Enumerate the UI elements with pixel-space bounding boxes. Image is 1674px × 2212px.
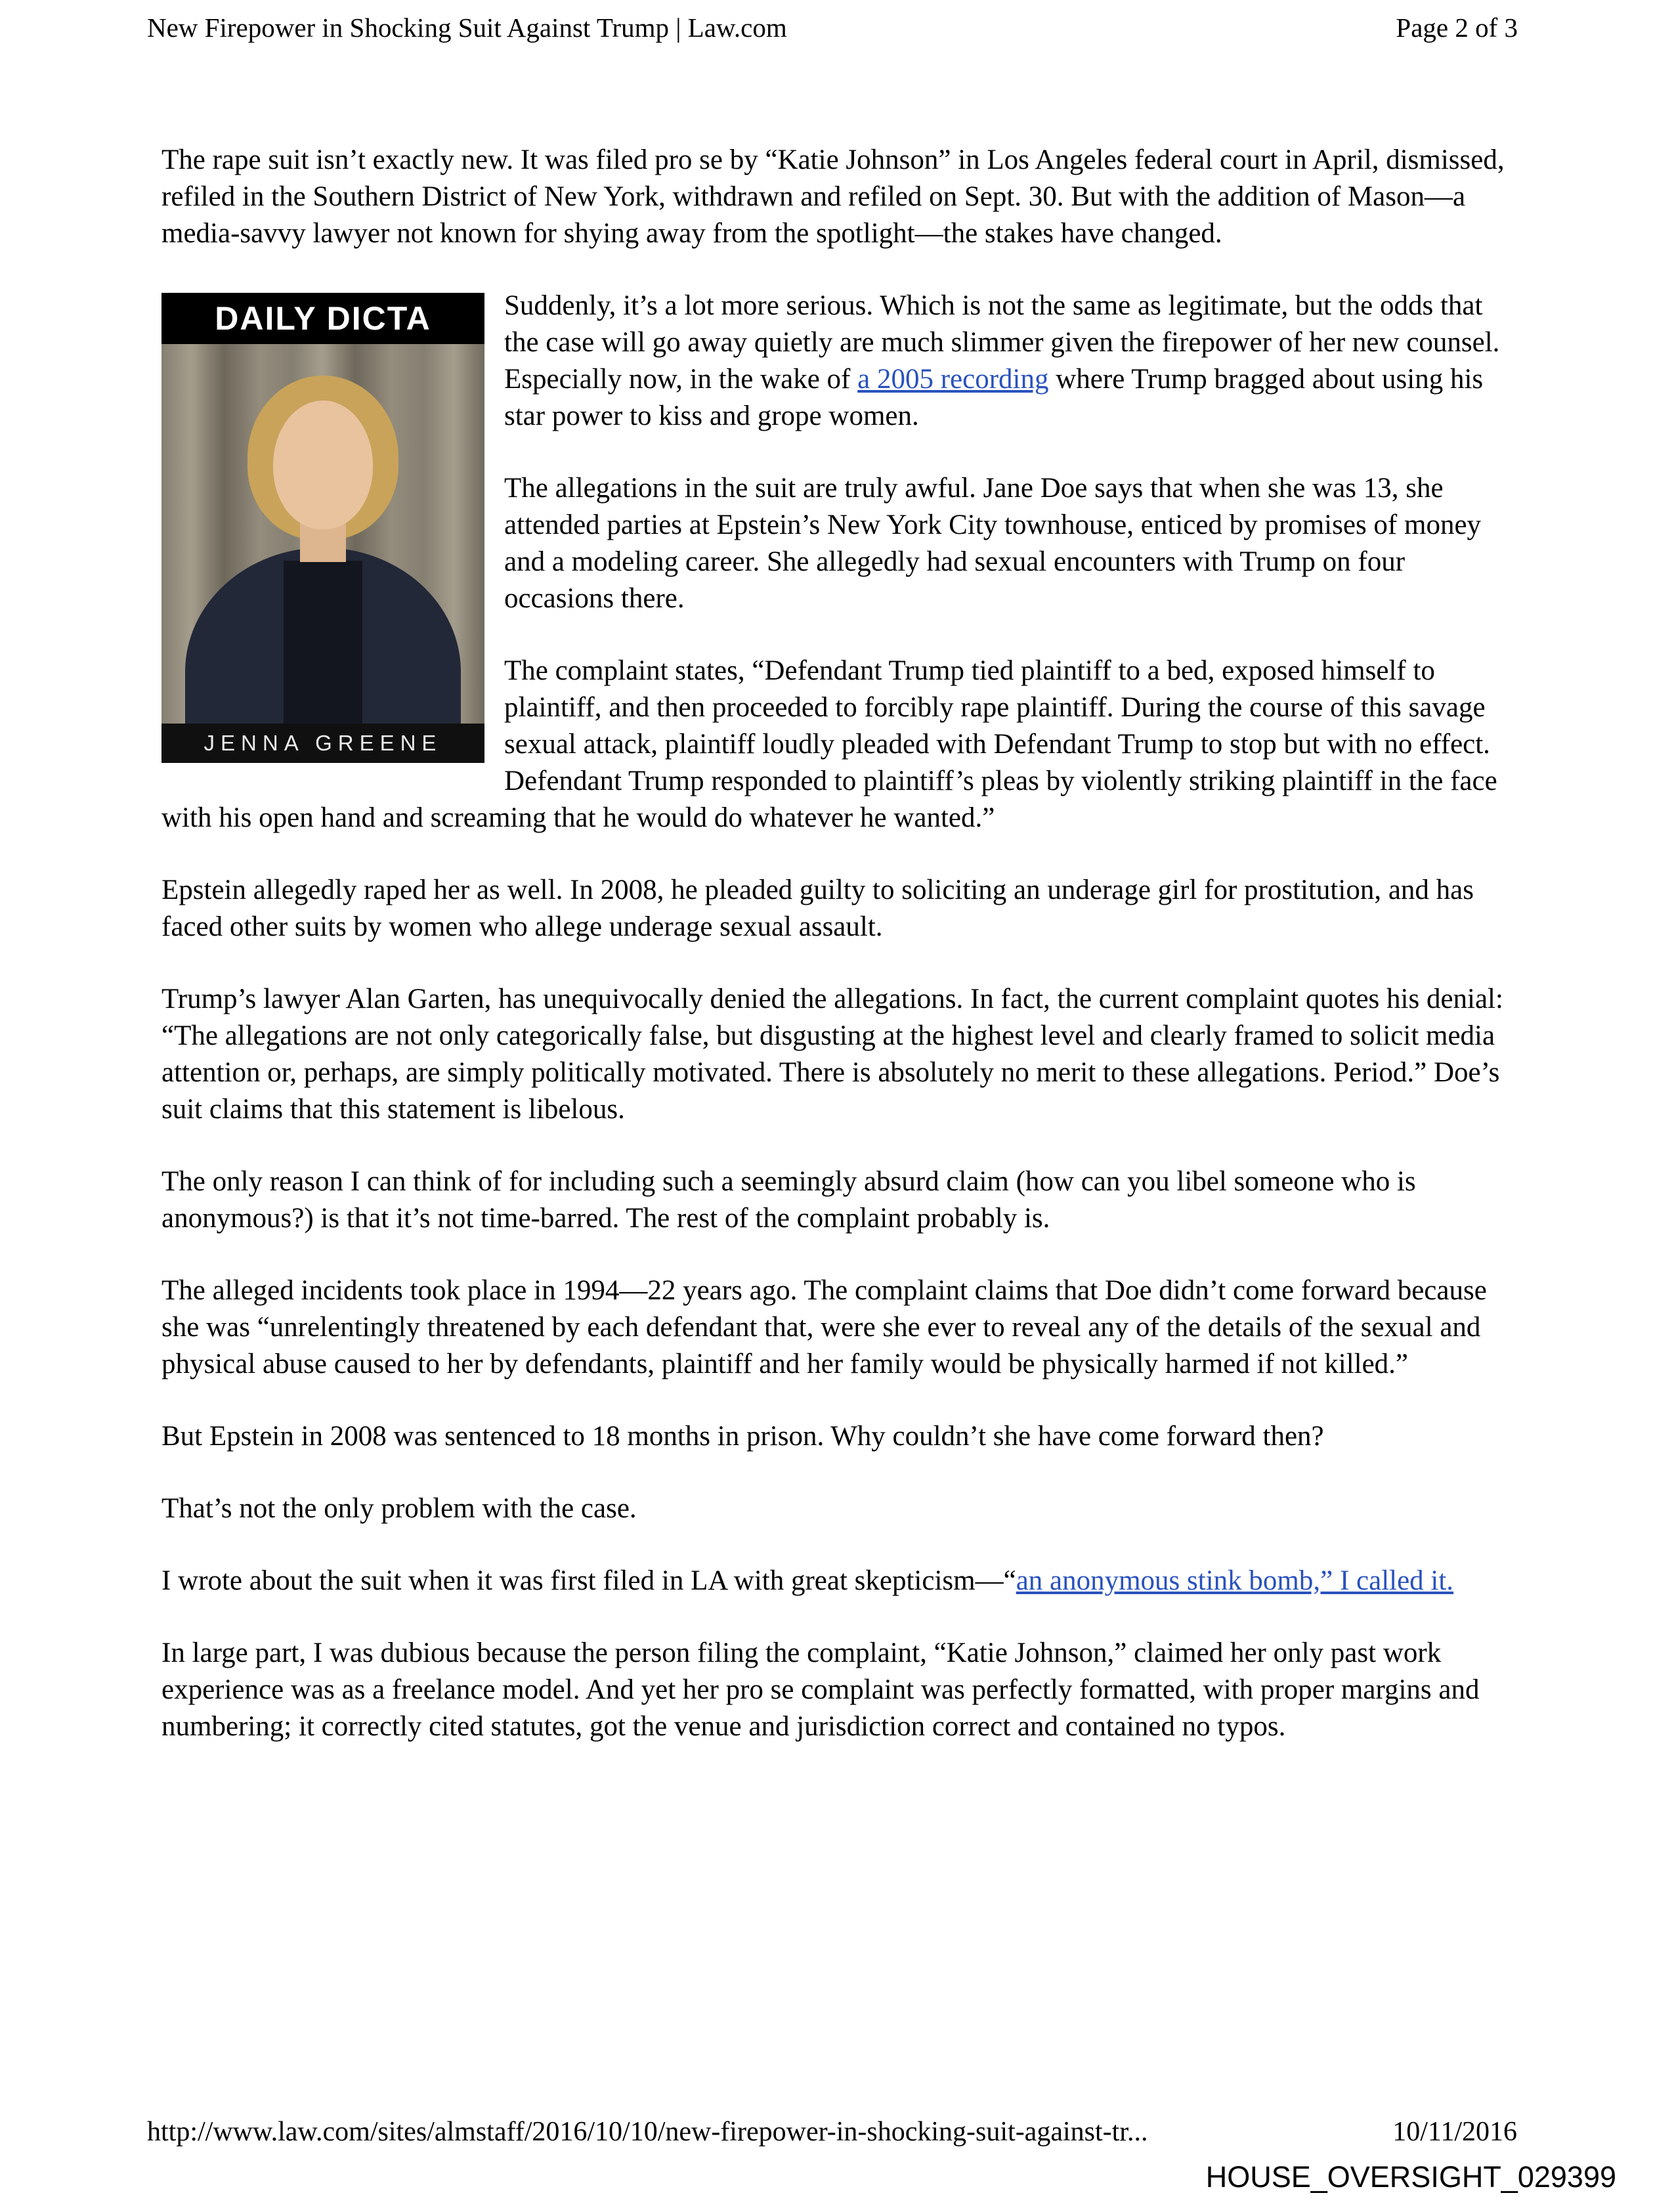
- bates-stamp: HOUSE_OVERSIGHT_029399: [1205, 2160, 1616, 2194]
- recording-2005-link[interactable]: a 2005 recording: [857, 364, 1049, 395]
- paragraph-2-text-after-link: where Trump bragged about using his star power to kiss and grope women.: [504, 364, 1484, 431]
- daily-dicta-photo-block: [161, 293, 484, 763]
- paragraph-4: The complaint states, “Defendant Trump tied plaintiff to a bed, exposed himself to plaintiff, and then proceeded to forcibly rape plaintiff. During the course of this savage sexual attack, plaintiff loudly pleaded with Defendant Trump to stop but with no effect. Defendant Trump responded to plaintiff’s pleas by violently striking plaintiff in the face with his open hand and screaming that he would do whatever he wanted.”: [161, 655, 1497, 833]
- paragraph-11: [161, 1563, 1513, 1599]
- daily-dicta-banner: DAILY DICTA: [161, 293, 484, 344]
- paragraph-12: In large part, I was dubious because the person filing the complaint, “Katie Johnson,” claimed her only past work experience was as a freelance model. And yet her pro se complaint was perfectly formatted, with proper margins and numbering; it correctly cited statutes, got the venue and jurisdiction correct and contained no typos.: [161, 1637, 1480, 1742]
- print-footer: [147, 2115, 1517, 2148]
- paragraph-11-text: I wrote about the suit when it was first filed in LA with great skepticism—“: [161, 1565, 1016, 1596]
- anonymous-stink-bomb-link[interactable]: an anonymous stink bomb,” I called it.: [1016, 1565, 1454, 1596]
- page-number: Page 2 of 3: [1396, 12, 1518, 43]
- portrait-face: [273, 401, 373, 529]
- photo-caption-jenna-greene: JENNA GREENE: [161, 724, 484, 763]
- print-header: [147, 12, 1518, 44]
- print-date: 10/11/2016: [1392, 2117, 1517, 2147]
- paragraph-7: The only reason I can think of for including such a seemingly absurd claim (how can you libel someone who is anonymous?) is that it’s not time-barred. The rest of the complaint probably is.: [161, 1166, 1416, 1234]
- paragraph-10: That’s not the only problem with the case.: [161, 1493, 637, 1524]
- portrait-shirt: [284, 561, 362, 724]
- paragraph-8: The alleged incidents took place in 1994—22 years ago. The complaint claims that Doe didn’t come forward because she was “unrelentingly threatened by each defendant that, were she ever to reveal any of the details of the sexual and physical abuse caused to her by defendants, plaintiff and her family would be physically harmed if not killed.”: [161, 1275, 1487, 1379]
- author-portrait-photo: [161, 344, 484, 724]
- paragraph-9: But Epstein in 2008 was sentenced to 18 months in prison. Why couldn’t she have come forward then?: [161, 1421, 1324, 1452]
- paragraph-6: Trump’s lawyer Alan Garten, has unequivocally denied the allegations. In fact, the current complaint quotes his denial: “The allegations are not only categorically false, but disgusting at the highest level and clearly framed to solicit media attention or, perhaps, are simply politically motivated. There is absolutely no merit to these allegations. Period.” Doe’s suit claims that this statement is libelous.: [161, 984, 1503, 1125]
- document-title: New Firepower in Shocking Suit Against Trump | Law.com: [147, 12, 787, 43]
- source-url: http://www.law.com/sites/almstaff/2016/10/10/new-firepower-in-shocking-suit-against-tr...: [147, 2117, 1148, 2147]
- article-body: [161, 142, 1513, 1781]
- paragraph-3: The allegations in the suit are truly awful. Jane Doe says that when she was 13, she attended parties at Epstein’s New York City townhouse, enticed by promises of money and a modeling career. She allegedly had sexual encounters with Trump on four occasions there.: [504, 473, 1482, 614]
- paragraph-5: Epstein allegedly raped her as well. In 2008, he pleaded guilty to soliciting an underage girl for prostitution, and has faced other suits by women who allege underage sexual assault.: [161, 875, 1474, 942]
- paragraph-2-text: Suddenly, it’s a lot more serious. Which is not the same as legitimate, but the odds that the case will go away quietly are much slimmer given the firepower of her new counsel. Especially now, in the wake of: [504, 290, 1500, 395]
- paragraph-1: The rape suit isn’t exactly new. It was filed pro se by “Katie Johnson” in Los Angeles federal court in April, dismissed, refiled in the Southern District of New York, withdrawn and refiled on Sept. 30. But with the addition of Mason—a media-savvy lawyer not known for shying away from the spotlight—the stakes have changed.: [161, 144, 1505, 249]
